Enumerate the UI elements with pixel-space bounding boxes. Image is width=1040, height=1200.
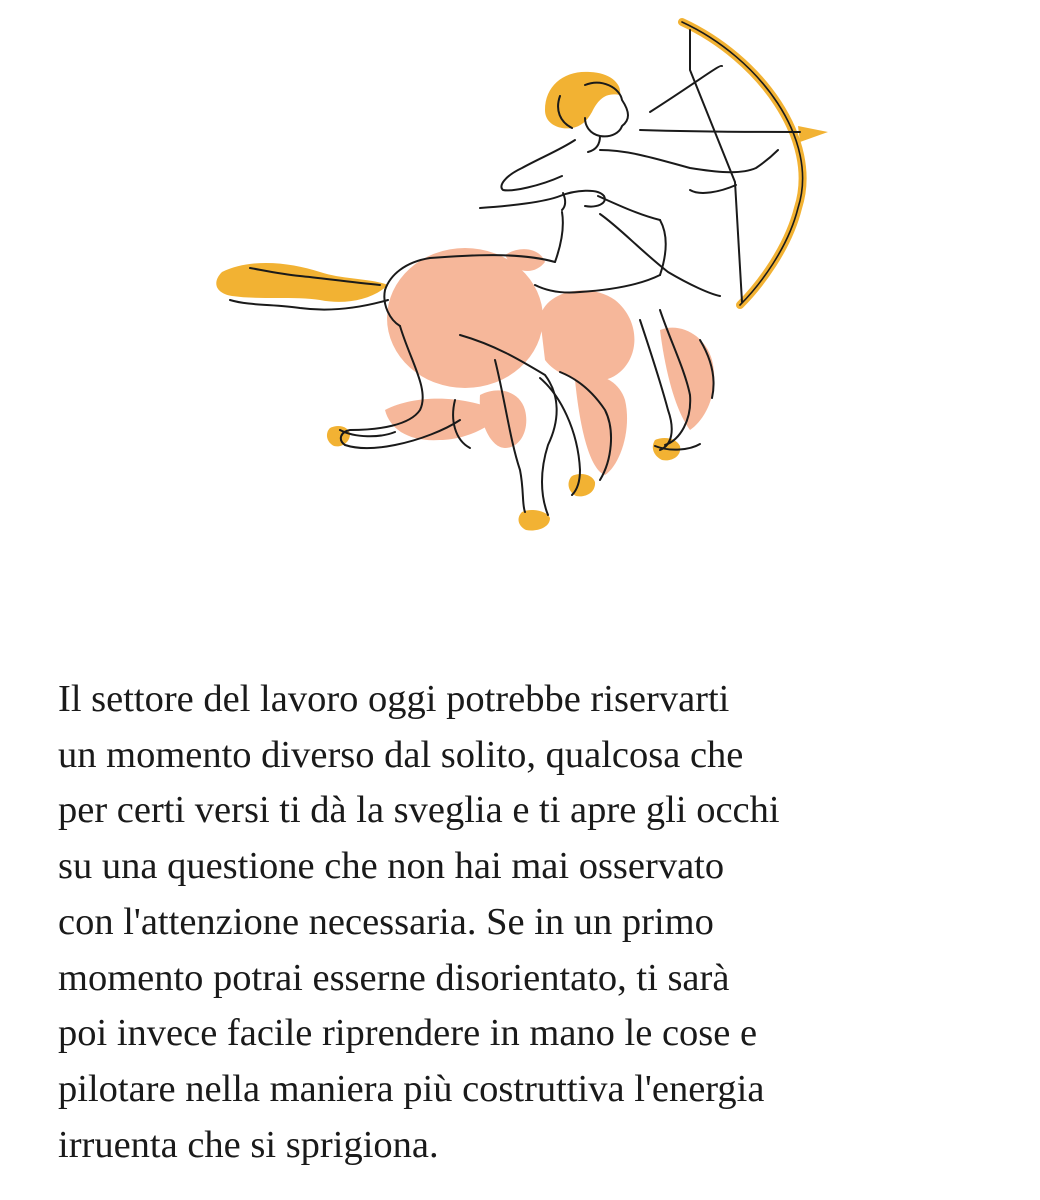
horoscope-text: Il settore del lavoro oggi potrebbe riservarti un momento diverso dal solito, qualcosa che per certi versi ti dà la sveglia e ti apre gli occhi su una questione che non hai mai osservato con l'attenzione necessaria. Se in un primo momento potrai esserne disorientato, ti sarà poi invece facile riprendere in mano le cose e pilotare nella maniera più costruttiva l'energia irruenta che si sprigiona.	[58, 678, 780, 1166]
sagittarius-centaur-archer-icon	[200, 10, 840, 550]
sagittarius-illustration	[200, 10, 840, 550]
